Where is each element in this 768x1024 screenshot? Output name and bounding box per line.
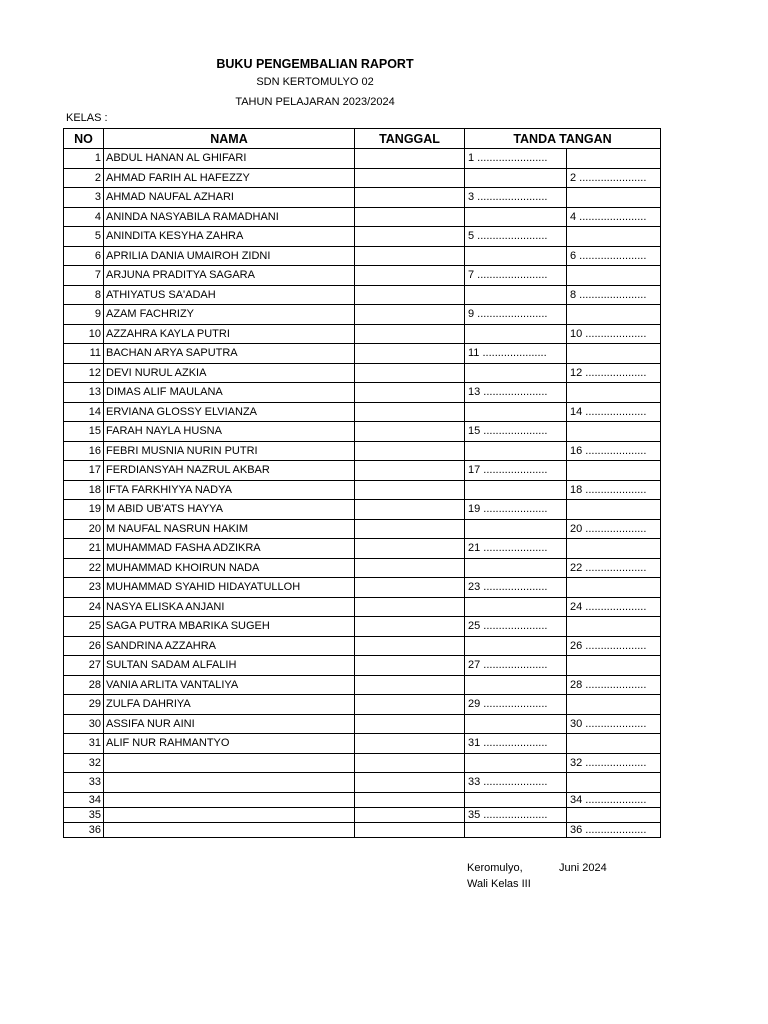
signature-cell-left: 27 ..................... <box>465 656 567 676</box>
signature-cell-right <box>567 188 661 208</box>
date-cell <box>355 792 465 807</box>
student-name: APRILIA DANIA UMAIROH ZIDNI <box>104 246 355 266</box>
signature-cell-right: 18 .................... <box>567 480 661 500</box>
student-name: SULTAN SADAM ALFALIH <box>104 656 355 676</box>
signature-cell-left: 33 ..................... <box>465 773 567 793</box>
table-row <box>64 383 661 403</box>
row-number: 26 <box>64 636 104 656</box>
table-row <box>64 207 661 227</box>
student-name: IFTA FARKHIYYA NADYA <box>104 480 355 500</box>
date-cell <box>355 519 465 539</box>
table-row <box>64 822 661 837</box>
student-name: DEVI NURUL AZKIA <box>104 363 355 383</box>
signature-cell-left <box>465 324 567 344</box>
signature-block <box>467 860 607 892</box>
student-name: SAGA PUTRA MBARIKA SUGEH <box>104 617 355 637</box>
signature-cell-left <box>465 597 567 617</box>
date-cell <box>355 597 465 617</box>
student-name: M NAUFAL NASRUN HAKIM <box>104 519 355 539</box>
signature-cell-right: 2 ...................... <box>567 168 661 188</box>
table-row <box>64 246 661 266</box>
date-cell <box>355 734 465 754</box>
row-number: 31 <box>64 734 104 754</box>
signature-cell-left <box>465 753 567 773</box>
date-cell <box>355 305 465 325</box>
table-header-row <box>64 129 661 149</box>
student-name: FEBRI MUSNIA NURIN PUTRI <box>104 441 355 461</box>
signature-cell-left <box>465 363 567 383</box>
signature-cell-left: 19 ..................... <box>465 500 567 520</box>
signature-cell-right <box>567 734 661 754</box>
signature-cell-right: 8 ...................... <box>567 285 661 305</box>
signature-cell-right <box>567 773 661 793</box>
table-row <box>64 597 661 617</box>
row-number: 19 <box>64 500 104 520</box>
row-number: 24 <box>64 597 104 617</box>
signature-cell-left <box>465 480 567 500</box>
student-name: VANIA ARLITA VANTALIYA <box>104 675 355 695</box>
signature-cell-right <box>567 578 661 598</box>
date-cell <box>355 168 465 188</box>
student-name: M ABID UB'ATS HAYYA <box>104 500 355 520</box>
table-row <box>64 305 661 325</box>
signature-cell-right: 6 ...................... <box>567 246 661 266</box>
signature-cell-right <box>567 149 661 169</box>
school-name: SDN KERTOMULYO 02 <box>256 76 374 88</box>
row-number: 33 <box>64 773 104 793</box>
signature-cell-left: 21 ..................... <box>465 539 567 559</box>
student-name: AZZAHRA KAYLA PUTRI <box>104 324 355 344</box>
student-name: NASYA ELISKA ANJANI <box>104 597 355 617</box>
table-row <box>64 344 661 364</box>
table-row <box>64 422 661 442</box>
student-name: FERDIANSYAH NAZRUL AKBAR <box>104 461 355 481</box>
signature-place: Keromulyo, <box>467 862 523 874</box>
date-cell <box>355 807 465 822</box>
student-name <box>104 753 355 773</box>
student-name: ARJUNA PRADITYA SAGARA <box>104 266 355 286</box>
signature-cell-right: 32 .................... <box>567 753 661 773</box>
date-cell <box>355 149 465 169</box>
date-cell <box>355 227 465 247</box>
signature-cell-left: 1 ....................... <box>465 149 567 169</box>
signature-cell-right: 10 .................... <box>567 324 661 344</box>
table-row <box>64 695 661 715</box>
signature-cell-right: 24 .................... <box>567 597 661 617</box>
signature-cell-left: 13 ..................... <box>465 383 567 403</box>
row-number: 18 <box>64 480 104 500</box>
student-name: MUHAMMAD FASHA ADZIKRA <box>104 539 355 559</box>
row-number: 20 <box>64 519 104 539</box>
signature-cell-left: 11 ..................... <box>465 344 567 364</box>
signature-cell-left <box>465 822 567 837</box>
student-name: MUHAMMAD KHOIRUN NADA <box>104 558 355 578</box>
row-number: 14 <box>64 402 104 422</box>
signature-cell-right <box>567 266 661 286</box>
student-name: ANINDITA KESYHA ZAHRA <box>104 227 355 247</box>
signature-cell-left: 35 ..................... <box>465 807 567 822</box>
table-row <box>64 636 661 656</box>
table-row <box>64 363 661 383</box>
column-header-tanda-tangan: TANDA TANGAN <box>465 129 661 149</box>
signature-cell-left: 25 ..................... <box>465 617 567 637</box>
table-row <box>64 617 661 637</box>
signature-cell-right <box>567 807 661 822</box>
table-row <box>64 656 661 676</box>
academic-year: TAHUN PELAJARAN 2023/2024 <box>235 96 395 108</box>
date-cell <box>355 363 465 383</box>
signature-cell-left <box>465 636 567 656</box>
signature-cell-right <box>567 539 661 559</box>
date-cell <box>355 402 465 422</box>
signature-cell-right <box>567 422 661 442</box>
row-number: 23 <box>64 578 104 598</box>
student-name <box>104 792 355 807</box>
date-cell <box>355 822 465 837</box>
signature-cell-left <box>465 792 567 807</box>
row-number: 29 <box>64 695 104 715</box>
row-number: 22 <box>64 558 104 578</box>
row-number: 27 <box>64 656 104 676</box>
signature-cell-right: 16 .................... <box>567 441 661 461</box>
student-name: SANDRINA AZZAHRA <box>104 636 355 656</box>
row-number: 28 <box>64 675 104 695</box>
signature-cell-right <box>567 383 661 403</box>
signature-cell-left: 5 ....................... <box>465 227 567 247</box>
student-name <box>104 822 355 837</box>
date-cell <box>355 324 465 344</box>
student-name: ATHIYATUS SA'ADAH <box>104 285 355 305</box>
student-name: DIMAS ALIF MAULANA <box>104 383 355 403</box>
date-cell <box>355 675 465 695</box>
signature-cell-right: 36 .................... <box>567 822 661 837</box>
column-header-no: NO <box>64 129 104 149</box>
signature-cell-left: 23 ..................... <box>465 578 567 598</box>
date-cell <box>355 753 465 773</box>
signature-cell-right: 12 .................... <box>567 363 661 383</box>
table-row <box>64 149 661 169</box>
table-row <box>64 773 661 793</box>
signature-cell-left <box>465 441 567 461</box>
signature-date: Juni 2024 <box>559 862 607 874</box>
table-row <box>64 441 661 461</box>
signature-signer: Wali Kelas III <box>467 878 531 890</box>
student-name: ANINDA NASYABILA RAMADHANI <box>104 207 355 227</box>
signature-cell-left <box>465 675 567 695</box>
signature-cell-left: 3 ....................... <box>465 188 567 208</box>
row-number: 5 <box>64 227 104 247</box>
column-header-tanggal: TANGGAL <box>355 129 465 149</box>
row-number: 6 <box>64 246 104 266</box>
table-row <box>64 753 661 773</box>
student-name: MUHAMMAD SYAHID HIDAYATULLOH <box>104 578 355 598</box>
student-name: ASSIFA NUR AINI <box>104 714 355 734</box>
row-number: 16 <box>64 441 104 461</box>
date-cell <box>355 500 465 520</box>
date-cell <box>355 656 465 676</box>
row-number: 2 <box>64 168 104 188</box>
row-number: 4 <box>64 207 104 227</box>
date-cell <box>355 636 465 656</box>
student-name: BACHAN ARYA SAPUTRA <box>104 344 355 364</box>
row-number: 34 <box>64 792 104 807</box>
row-number: 3 <box>64 188 104 208</box>
table-row <box>64 519 661 539</box>
table-row <box>64 714 661 734</box>
row-number: 10 <box>64 324 104 344</box>
signature-cell-left <box>465 558 567 578</box>
signature-cell-right: 30 .................... <box>567 714 661 734</box>
row-number: 9 <box>64 305 104 325</box>
date-cell <box>355 695 465 715</box>
signature-cell-right <box>567 227 661 247</box>
column-header-nama: NAMA <box>104 129 355 149</box>
row-number: 8 <box>64 285 104 305</box>
return-log-table <box>63 128 661 838</box>
student-name: AHMAD NAUFAL AZHARI <box>104 188 355 208</box>
date-cell <box>355 422 465 442</box>
table-row <box>64 324 661 344</box>
kelas-label: KELAS : <box>66 112 108 124</box>
row-number: 25 <box>64 617 104 637</box>
signature-cell-left: 15 ..................... <box>465 422 567 442</box>
date-cell <box>355 285 465 305</box>
signature-cell-left <box>465 519 567 539</box>
date-cell <box>355 539 465 559</box>
signature-cell-right: 26 .................... <box>567 636 661 656</box>
date-cell <box>355 246 465 266</box>
table-row <box>64 266 661 286</box>
signature-cell-right: 28 .................... <box>567 675 661 695</box>
signature-cell-left: 31 ..................... <box>465 734 567 754</box>
signature-cell-right <box>567 344 661 364</box>
table-row <box>64 792 661 807</box>
table-row <box>64 480 661 500</box>
date-cell <box>355 617 465 637</box>
signature-cell-right <box>567 695 661 715</box>
signature-cell-right: 22 .................... <box>567 558 661 578</box>
date-cell <box>355 578 465 598</box>
date-cell <box>355 480 465 500</box>
table-row <box>64 461 661 481</box>
signature-cell-left: 17 ..................... <box>465 461 567 481</box>
student-name <box>104 807 355 822</box>
row-number: 36 <box>64 822 104 837</box>
row-number: 35 <box>64 807 104 822</box>
row-number: 7 <box>64 266 104 286</box>
date-cell <box>355 461 465 481</box>
signature-cell-left <box>465 402 567 422</box>
table-row <box>64 285 661 305</box>
student-name: AZAM FACHRIZY <box>104 305 355 325</box>
date-cell <box>355 383 465 403</box>
table-row <box>64 500 661 520</box>
signature-cell-right <box>567 617 661 637</box>
student-name <box>104 773 355 793</box>
date-cell <box>355 558 465 578</box>
table-row <box>64 227 661 247</box>
signature-cell-right: 4 ...................... <box>567 207 661 227</box>
date-cell <box>355 266 465 286</box>
date-cell <box>355 344 465 364</box>
row-number: 32 <box>64 753 104 773</box>
document-title: BUKU PENGEMBALIAN RAPORT <box>216 57 414 71</box>
table-row <box>64 675 661 695</box>
signature-cell-left <box>465 168 567 188</box>
student-name: AHMAD FARIH AL HAFEZZY <box>104 168 355 188</box>
row-number: 15 <box>64 422 104 442</box>
table-row <box>64 558 661 578</box>
table-row <box>64 734 661 754</box>
date-cell <box>355 714 465 734</box>
date-cell <box>355 441 465 461</box>
row-number: 13 <box>64 383 104 403</box>
row-number: 17 <box>64 461 104 481</box>
signature-cell-right: 14 .................... <box>567 402 661 422</box>
signature-cell-left <box>465 714 567 734</box>
table-row <box>64 807 661 822</box>
table-row <box>64 578 661 598</box>
signature-cell-right <box>567 500 661 520</box>
signature-cell-right <box>567 461 661 481</box>
date-cell <box>355 773 465 793</box>
signature-cell-right: 34 .................... <box>567 792 661 807</box>
student-name: ZULFA DAHRIYA <box>104 695 355 715</box>
date-cell <box>355 188 465 208</box>
row-number: 30 <box>64 714 104 734</box>
signature-cell-left: 7 ....................... <box>465 266 567 286</box>
row-number: 21 <box>64 539 104 559</box>
student-name: ABDUL HANAN AL GHIFARI <box>104 149 355 169</box>
table-row <box>64 168 661 188</box>
table-row <box>64 188 661 208</box>
signature-cell-right <box>567 656 661 676</box>
student-name: ALIF NUR RAHMANTYO <box>104 734 355 754</box>
signature-cell-left: 9 ....................... <box>465 305 567 325</box>
student-name: ERVIANA GLOSSY ELVIANZA <box>104 402 355 422</box>
row-number: 1 <box>64 149 104 169</box>
signature-cell-left <box>465 246 567 266</box>
table-row <box>64 539 661 559</box>
signature-cell-right: 20 .................... <box>567 519 661 539</box>
row-number: 12 <box>64 363 104 383</box>
signature-cell-left: 29 ..................... <box>465 695 567 715</box>
table-row <box>64 402 661 422</box>
signature-cell-right <box>567 305 661 325</box>
row-number: 11 <box>64 344 104 364</box>
signature-cell-left <box>465 207 567 227</box>
student-name: FARAH NAYLA HUSNA <box>104 422 355 442</box>
signature-cell-left <box>465 285 567 305</box>
date-cell <box>355 207 465 227</box>
